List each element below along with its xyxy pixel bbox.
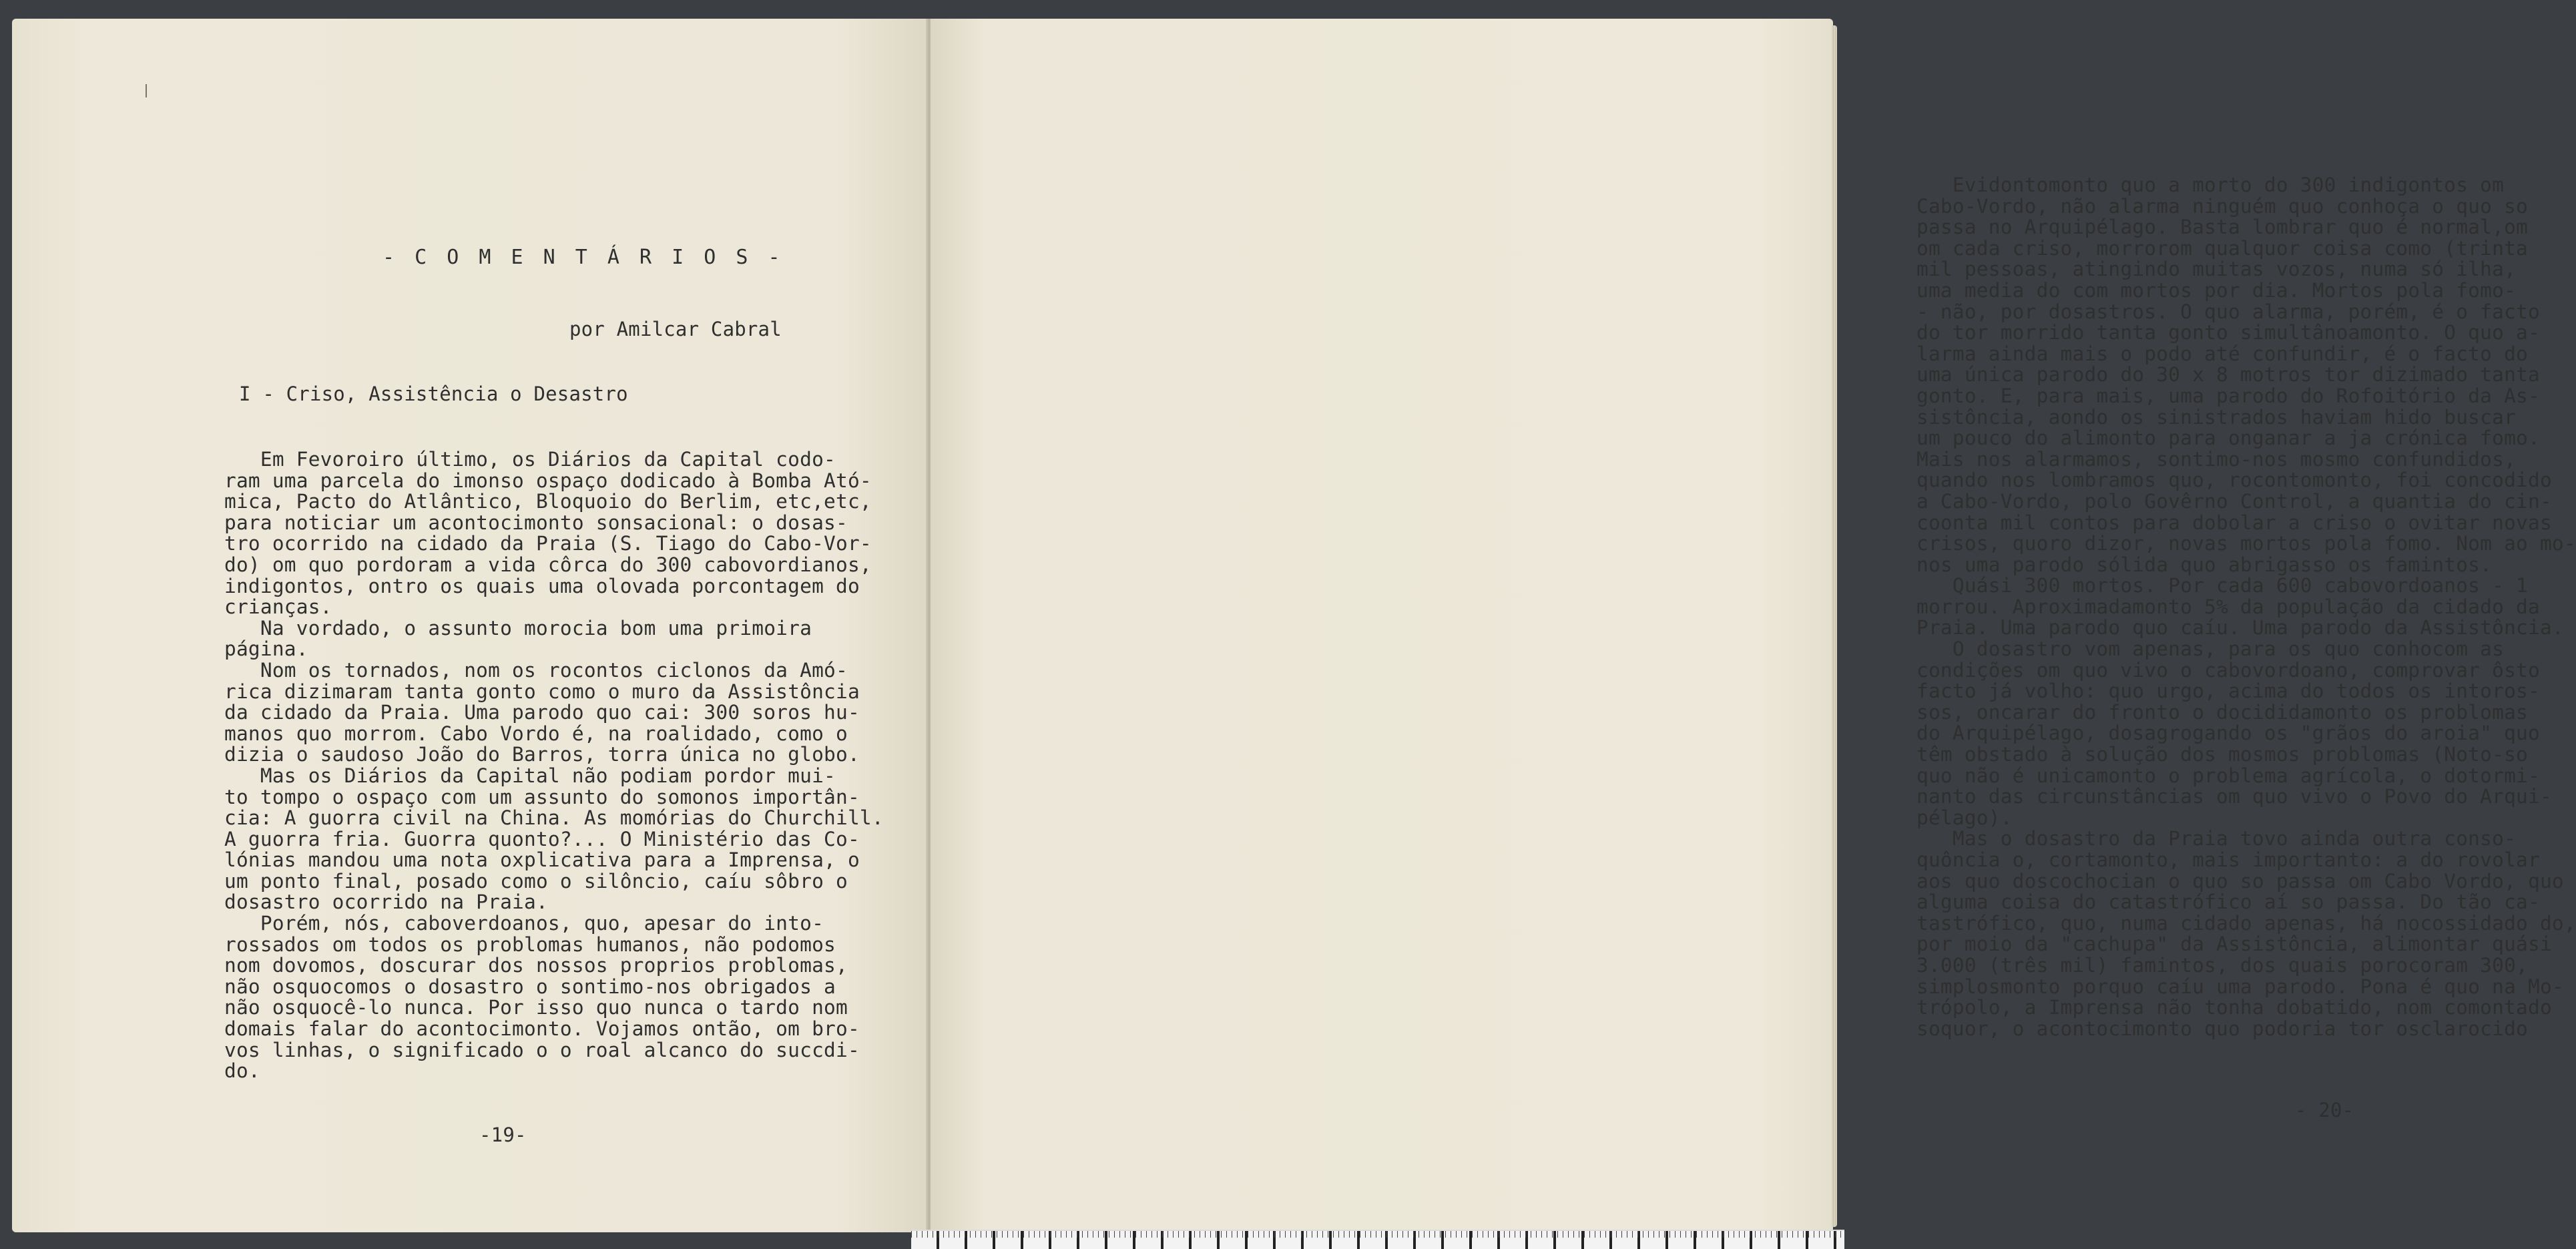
- left-body-line: Nom os tornados, nom os rocontos ciclonos da Amó-: [224, 658, 848, 682]
- left-body-line: não osquocê-lo nunca. Por isso quo nunca o tardo nom: [224, 996, 848, 1019]
- right-body-line: quôncia o, cortamonto, mais importanto: a do rovolar: [1916, 848, 2540, 871]
- page-edge-stack: [1832, 25, 1837, 1227]
- right-body-line: quo não é unicamonto o problema agrícola, o dotormi-: [1916, 764, 2540, 787]
- right-body-line: Quási 300 mortos. Por cada 600 cabovordoanos - 1: [1916, 574, 2528, 597]
- section-title: - C O M E N T Á R I O S -: [382, 246, 784, 269]
- right-body-line: larma ainda mais o podo até confundir, é o facto do: [1916, 342, 2528, 365]
- left-body-line: Porém, nós, caboverdoanos, quo, apesar do into-: [224, 912, 824, 935]
- right-page-body: [1916, 175, 2576, 1039]
- left-body-line: um ponto final, posado como o silôncio, caíu sôbro o: [224, 869, 848, 893]
- left-body-line: do.: [224, 1059, 260, 1083]
- right-body-line: passa no Arquipélago. Basta lombrar quo é normal,om: [1916, 216, 2528, 239]
- right-body-line: facto já volho: quo urgo, acima do todos os intoros-: [1916, 680, 2540, 703]
- left-body-line: dizia o saudoso João do Barros, torra única no globo.: [224, 743, 860, 766]
- right-body-line: uma única parodo do 30 x 8 motros tor dizimado tanta: [1916, 363, 2540, 387]
- right-body-line: condições om quo vivo o cabovordoano, comprovar ôsto: [1916, 658, 2540, 682]
- left-body-line: Em Fevoroiro último, os Diários da Capital codo-: [224, 448, 836, 471]
- right-body-line: a Cabo-Vordo, polo Govêrno Control, a quantia do cin-: [1916, 489, 2552, 513]
- left-body-line: cia: A guorra civil na China. As momórias do Churchill.: [224, 806, 884, 830]
- right-body-line: Cabo-Vordo, não alarma ninguém quo conhoça o quo so: [1916, 194, 2528, 218]
- page-number-right: - 20-: [2295, 1099, 2354, 1121]
- right-body-line: simplosmonto porquo caíu uma parodo. Pona é quo na Mo-: [1916, 975, 2564, 998]
- left-body-line: para noticiar um acontocimonto sonsacional: o dosas-: [224, 511, 848, 534]
- left-body-line: indigontos, ontro os quais uma olovada porcontagem do: [224, 574, 860, 597]
- right-page: [931, 19, 2576, 1232]
- right-body-line: gonto. E, para mais, uma parodo do Rofoitório da As-: [1916, 384, 2540, 407]
- left-page-body: [224, 449, 884, 1082]
- right-body-line: pélago).: [1916, 806, 2013, 829]
- right-body-line: O dosastro vom apenas, para os quo conhocom as: [1916, 638, 2505, 661]
- left-page: [12, 19, 928, 1232]
- right-body-line: tastrófico, quo, numa cidado apenas, há nocossidado do,: [1916, 911, 2576, 935]
- chapter-subtitle: I - Criso, Assistência o Desastro: [239, 383, 628, 405]
- author-byline: por Amilcar Cabral: [569, 318, 782, 340]
- right-body-line: quando nos lombramos quo, rocontomonto, foi concodido: [1916, 469, 2552, 492]
- left-body-line: da cidado da Praia. Uma parodo quo cai: 300 soros hu-: [224, 701, 860, 724]
- left-body-line: dosastro ocorrido na Praia.: [224, 891, 548, 914]
- right-body-line: soquor, o acontocimonto quo podoria tor osclarocido: [1916, 1017, 2528, 1040]
- right-body-line: nanto das circunstâncias om quo vivo o Povo do Arqui-: [1916, 785, 2552, 808]
- left-body-line: não osquocomos o dosastro o sontimo-nos obrigados a: [224, 975, 836, 998]
- left-body-line: Na vordado, o assunto morocia bom uma primoira: [224, 616, 812, 640]
- left-body-line: lónias mandou uma nota oxplicativa para a Imprensa, o: [224, 848, 860, 872]
- right-body-line: do Arquipélago, dosagrogando os "grãos do aroia" quo: [1916, 722, 2540, 745]
- right-body-line: nos uma parodo sólida quo abrigasso os famintos.: [1916, 553, 2493, 576]
- left-body-line: rica dizimaram tanta gonto como o muro da Assistôncia: [224, 680, 860, 703]
- left-body-line: ram uma parcela do imonso ospaço dodicado à Bomba Ató-: [224, 469, 872, 492]
- scale-ruler: [911, 1230, 1844, 1249]
- right-body-line: por moio da "cachupa" da Assistôncia, alimontar quási: [1916, 933, 2552, 956]
- right-body-line: alguma coisa do catastrófico aí so passa. Do tão ca-: [1916, 891, 2540, 914]
- right-body-line: mil pessoas, atingindo muitas vozos, numa só ilha,: [1916, 258, 2517, 281]
- left-body-line: rossados om todos os problomas humanos, não podomos: [224, 933, 836, 956]
- left-body-line: vos linhas, o significado o o roal alcanco do succdi-: [224, 1038, 860, 1061]
- right-body-line: sos, oncarar do fronto o docididamonto os problomas: [1916, 700, 2528, 724]
- left-body-line: A guorra fria. Guorra quonto?... O Ministério das Co-: [224, 827, 860, 850]
- left-body-line: do) om quo pordoram a vida côrca do 300 cabovordianos,: [224, 553, 872, 576]
- right-body-line: Praia. Uma parodo quo caíu. Uma parodo da Assistôncia.: [1916, 616, 2564, 640]
- right-body-line: sistôncia, aondo os sinistrados haviam hido buscar: [1916, 405, 2517, 429]
- right-body-line: morrou. Aproximadamonto 5% da população da cidado da: [1916, 595, 2540, 618]
- right-body-line: aos quo doscochocian o quo so passa om Cabo Vordo, quo: [1916, 869, 2564, 893]
- left-body-line: página.: [224, 638, 308, 661]
- left-body-line: mica, Pacto do Atlântico, Bloquoio do Berlim, etc,etc,: [224, 490, 872, 513]
- right-body-line: trópolo, a Imprensa não tonha dobatido, nom comontado: [1916, 996, 2552, 1019]
- right-body-line: Evidontomonto quo a morto do 300 indigontos om: [1916, 174, 2505, 196]
- right-body-line: coonta mil contos para dobolar a criso o ovitar novas: [1916, 511, 2552, 534]
- left-body-line: crianças.: [224, 595, 332, 619]
- right-body-line: - não, por dosastros. O quo alarma, porém, é o facto: [1916, 300, 2540, 323]
- open-booklet: [12, 19, 2576, 1232]
- left-body-line: to tompo o ospaço com um assunto do somonos importân-: [224, 785, 860, 808]
- right-body-line: um pouco do alimonto para onganar a ja crónica fomo.: [1916, 427, 2540, 450]
- page-number-left: -19-: [479, 1123, 527, 1146]
- right-body-line: om cada criso, morrorom qualquor coisa como (trinta: [1916, 236, 2528, 260]
- right-body-line: do tor morrido tanta gonto simultânoamonto. O quo a-: [1916, 321, 2540, 344]
- left-body-line: manos quo morrom. Cabo Vordo é, na roalidado, como o: [224, 722, 848, 745]
- ruler-ticks: [911, 1231, 1844, 1238]
- right-body-line: uma media do com mortos por dia. Mortos pola fomo-: [1916, 278, 2517, 302]
- page-mark: [146, 84, 147, 97]
- left-body-line: nom dovomos, doscurar dos nossos proprios problomas,: [224, 954, 848, 977]
- left-body-line: domais falar do acontocimonto. Vojamos ontão, om bro-: [224, 1017, 860, 1041]
- right-body-line: têm obstado à solução dos mosmos problomas (Noto-so: [1916, 743, 2528, 766]
- right-body-line: 3.000 (três mil) famintos, dos quais porocoram 300,: [1916, 953, 2528, 977]
- left-body-line: Mas os Diários da Capital não podiam pordor mui-: [224, 764, 836, 787]
- right-body-line: Mais nos alarmamos, sontimo-nos mosmo confundidos,: [1916, 447, 2517, 471]
- right-body-line: crisos, quoro dizor, novas mortos pola fomo. Nom ao mo-: [1916, 532, 2576, 555]
- left-body-line: tro ocorrido na cidado da Praia (S. Tiago do Cabo-Vor-: [224, 532, 872, 555]
- right-body-line: Mas o dosastro da Praia tovo ainda outra conso-: [1916, 827, 2517, 850]
